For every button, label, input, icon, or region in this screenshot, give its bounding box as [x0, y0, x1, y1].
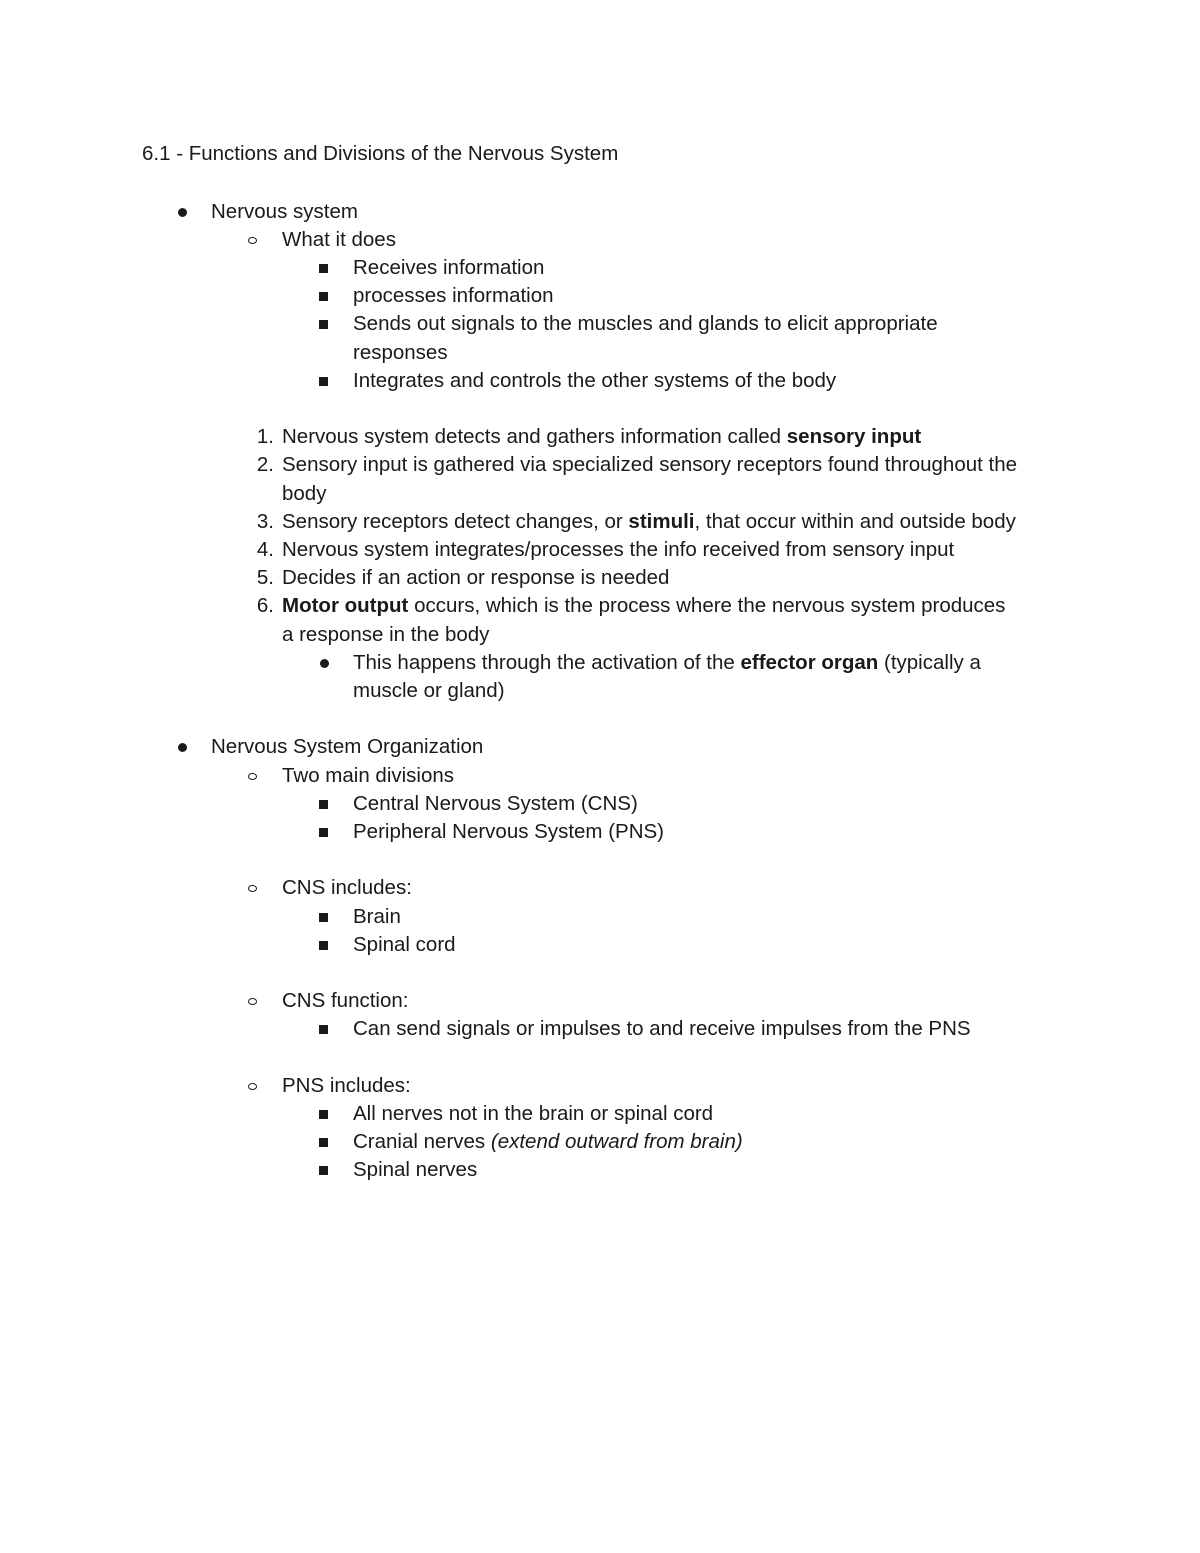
list-item: Sends out signals to the muscles and glands to elicit appropriate — [353, 312, 938, 336]
list-item: CNS includes: — [282, 876, 412, 900]
bullet-circle-icon — [248, 998, 257, 1005]
page-title: 6.1 - Functions and Divisions of the Nervous System — [142, 142, 619, 165]
numbered-item: Motor output occurs, which is the process where the nervous system produces — [282, 594, 1006, 618]
bullet-square-icon — [319, 941, 328, 950]
list-item: This happens through the activation of the effector organ (typically a — [353, 650, 981, 674]
bullet-square-icon — [319, 377, 328, 386]
numbered-item: Nervous system integrates/processes the info received from sensory input — [282, 537, 955, 561]
list-item: processes information — [353, 284, 554, 308]
list-item: Nervous system — [211, 199, 358, 223]
bullet-circle-icon — [248, 773, 257, 780]
numbered-item: body — [282, 481, 327, 505]
list-number: 4. — [256, 537, 274, 561]
list-item: PNS includes: — [282, 1073, 411, 1097]
list-item: CNS function: — [282, 989, 409, 1013]
list-number: 3. — [256, 509, 274, 533]
bullet-dot-icon — [178, 743, 187, 752]
numbered-item: Sensory input is gathered via specialized sensory receptors found throughout the — [282, 453, 1018, 477]
list-item: Spinal cord — [353, 932, 456, 956]
list-number: 5. — [256, 566, 274, 590]
list-item: Can send signals or impulses to and receive impulses from the PNS — [353, 1017, 971, 1041]
bullet-square-icon — [319, 292, 328, 301]
numbered-item: Nervous system detects and gathers information called sensory input — [282, 425, 922, 449]
list-item: Spinal nerves — [353, 1158, 478, 1182]
list-item: Central Nervous System (CNS) — [353, 791, 638, 815]
bullet-square-icon — [319, 264, 328, 273]
bullet-circle-icon — [248, 237, 257, 244]
bullet-square-icon — [319, 800, 328, 809]
list-item: Brain — [353, 904, 401, 928]
bullet-circle-icon — [248, 1083, 257, 1090]
bullet-square-icon — [319, 1166, 328, 1175]
bullet-square-icon — [319, 913, 328, 922]
bullet-dot-icon — [178, 208, 187, 217]
list-item: responses — [353, 340, 448, 364]
list-item: Integrates and controls the other systems of the body — [353, 368, 837, 392]
bullet-square-icon — [319, 1110, 328, 1119]
list-item: muscle or gland) — [353, 678, 505, 702]
list-item: Peripheral Nervous System (PNS) — [353, 819, 665, 843]
numbered-item: Decides if an action or response is needed — [282, 566, 670, 590]
numbered-item: Sensory receptors detect changes, or stimuli, that occur within and outside body — [282, 509, 1016, 533]
list-item: Receives information — [353, 255, 545, 279]
bullet-square-icon — [319, 1025, 328, 1034]
bullet-dot-icon — [320, 659, 329, 668]
list-item: Nervous System Organization — [211, 735, 484, 759]
list-number: 1. — [256, 425, 274, 449]
bullet-square-icon — [319, 1138, 328, 1147]
list-number: 6. — [256, 594, 274, 618]
bullet-square-icon — [319, 828, 328, 837]
list-item: All nerves not in the brain or spinal cord — [353, 1101, 714, 1125]
bullet-circle-icon — [248, 885, 257, 892]
list-number: 2. — [256, 453, 274, 477]
list-item: What it does — [282, 227, 396, 251]
numbered-item: a response in the body — [282, 622, 490, 646]
bullet-square-icon — [319, 320, 328, 329]
list-item: Two main divisions — [282, 763, 455, 787]
list-item: Cranial nerves (extend outward from brain) — [353, 1130, 743, 1154]
